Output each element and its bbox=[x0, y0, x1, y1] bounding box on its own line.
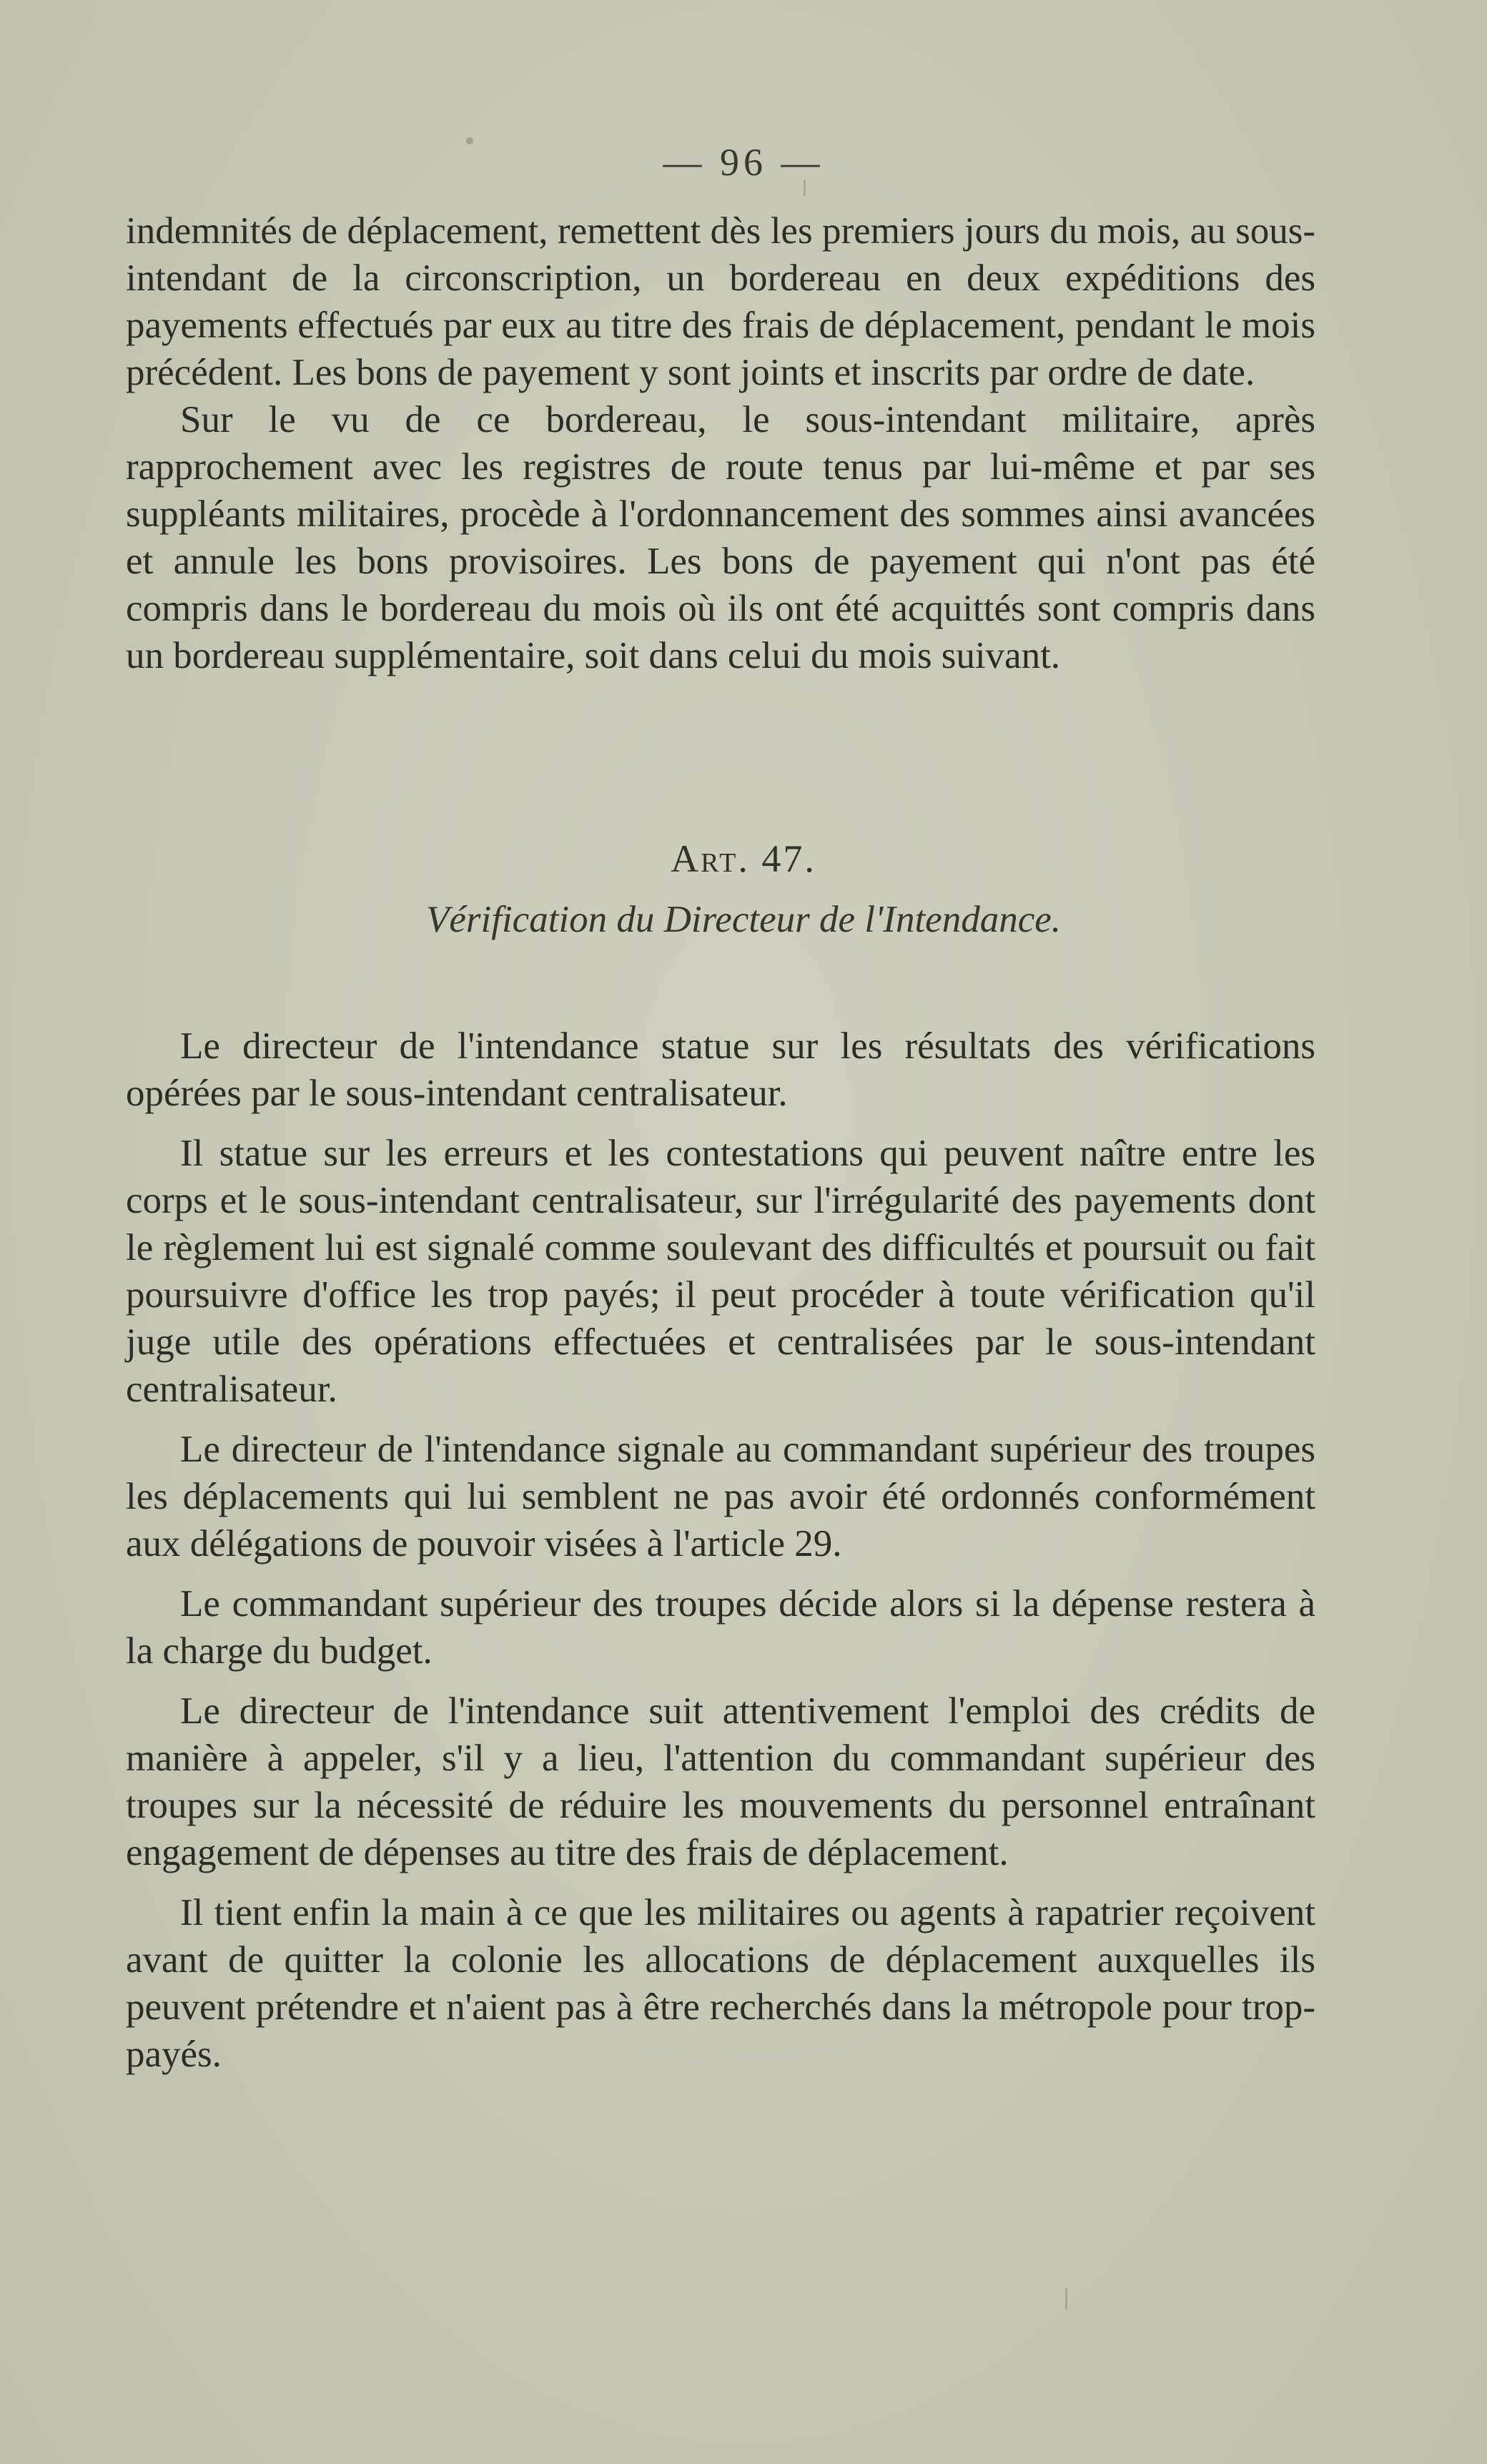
paragraph: Il statue sur les erreurs et les contestations qui peuvent naître entre les corps et le sous-intendant centralisateur, sur l'irrégularité des payements dont le règlement lui est signalé comme soulevant des difficultés et poursuit ou fait poursuivre d'office les trop payés; il peut procéder à toute vérification qu'il juge utile des opérations effectuées et centralisées par le sous-intendant centralisateur. bbox=[126, 1133, 1315, 1410]
article-heading bbox=[0, 837, 1487, 881]
paragraph: Le directeur de l'intendance statue sur les résultats des vérifications opérées par le sous-intendant centralisateur. bbox=[126, 1025, 1315, 1114]
paragraph: Il tient enfin la main à ce que les militaires ou agents à rapatrier reçoivent avant de quitter la colonie les allocations de déplacement auxquelles ils peuvent prétendre et n'aient pas à être recherchés dans la métropole pour trop-payés. bbox=[126, 1892, 1315, 2075]
paragraph: Sur le vu de ce bordereau, le sous-intendant militaire, après rapprochement avec les registres de route tenus par lui-même et par ses suppléants militaires, procède à l'ordonnancement des sommes ainsi avancées et annule les bons provisoires. Les bons de payement qui n'ont pas été compris dans le bordereau du mois où ils ont été acquittés sont compris dans un bordereau supplémentaire, soit dans celui du mois suivant. bbox=[126, 399, 1315, 676]
paragraph: indemnités de déplacement, remettent dès les premiers jours du mois, au sous-intendant de la circonscription, un bordereau en deux expéditions des payements effectués par eux au titre des frais de déplacement, pendant le mois précédent. Les bons de payement y sont joints et inscrits par ordre de date. bbox=[126, 210, 1315, 393]
section-1-text bbox=[126, 207, 1315, 679]
article-label: Art. bbox=[671, 837, 750, 880]
page-number: — 96 — bbox=[663, 141, 824, 184]
paper-scratch bbox=[1065, 2288, 1067, 2310]
paragraph: Le commandant supérieur des troupes décide alors si la dépense restera à la charge du budget. bbox=[126, 1583, 1315, 1672]
section-2-text bbox=[126, 1022, 1315, 2091]
article-subtitle: Vérification du Directeur de l'Intendance. bbox=[425, 899, 1062, 940]
paragraph: Le directeur de l'intendance signale au commandant supérieur des troupes les déplacements qui lui semblent ne pas avoir été ordonnés conformément aux délégations de pouvoir visées à l'article 29. bbox=[126, 1429, 1315, 1564]
article-number: 47. bbox=[761, 837, 816, 880]
paragraph: Le directeur de l'intendance suit attentivement l'emploi des crédits de manière à appeler, s'il y a lieu, l'attention du commandant supérieur des troupes sur la nécessité de réduire les mouvements du personnel entraînant engagement de dépenses au titre des frais de déplacement. bbox=[126, 1690, 1315, 1873]
